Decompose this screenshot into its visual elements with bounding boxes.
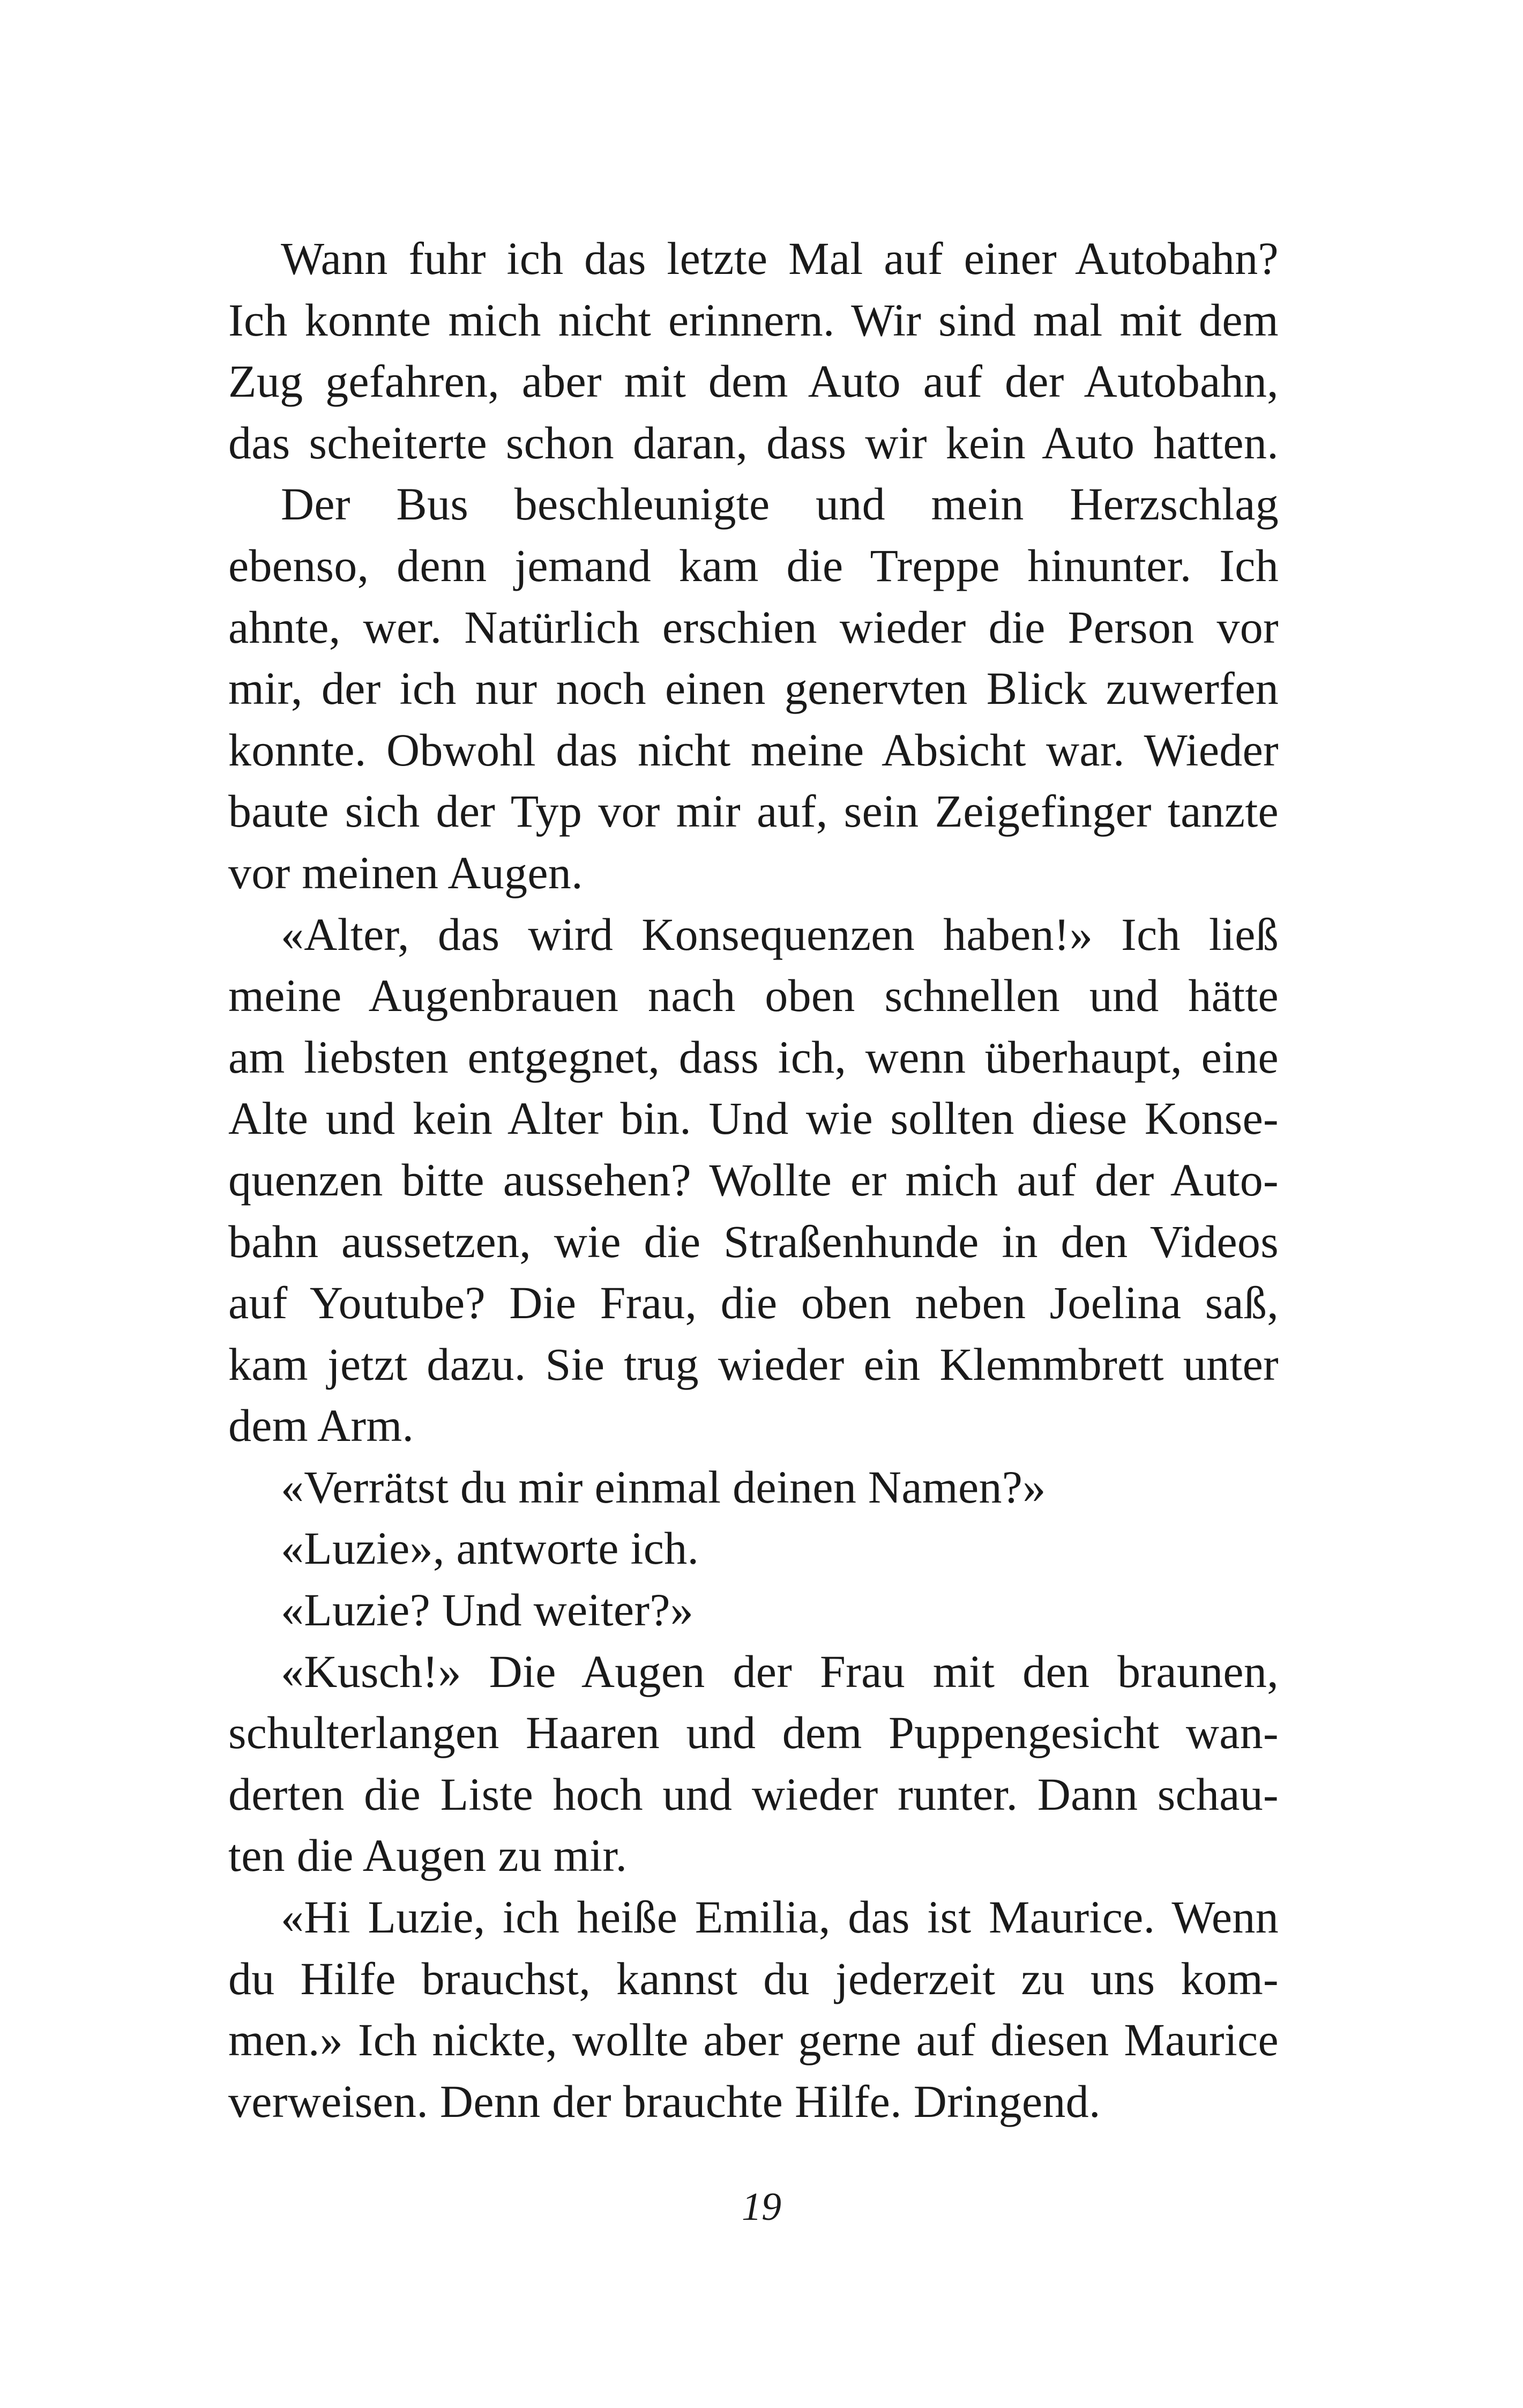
text-line: Alte und kein Alter bin. Und wie sollten diese Konse- (228, 1092, 1279, 1144)
text-line: «Luzie? Und weiter?» (281, 1584, 694, 1636)
text-line: mir, der ich nur noch einen genervten Blick zuwerfen (228, 663, 1279, 715)
text-line: dem Arm. (228, 1400, 414, 1452)
text-line: «Verrätst du mir einmal deinen Namen?» (281, 1461, 1046, 1513)
text-line: «Kusch!» Die Augen der Frau mit den braunen, (281, 1645, 1279, 1697)
text-line: men.» Ich nickte, wollte aber gerne auf diesen Maurice (228, 2014, 1279, 2066)
text-line: ten die Augen zu mir. (228, 1830, 628, 1882)
text-line: meine Augenbrauen nach oben schnellen und hätte (228, 970, 1279, 1022)
text-line: bahn aussetzen, wie die Straßenhunde in den Videos (228, 1215, 1279, 1267)
text-line: auf Youtube? Die Frau, die oben neben Joelina saß, (228, 1277, 1279, 1329)
text-line: «Hi Luzie, ich heiße Emilia, das ist Maurice. Wenn (281, 1891, 1279, 1943)
text-line: kam jetzt dazu. Sie trug wieder ein Klemmbrett unter (228, 1338, 1279, 1390)
page-number: 19 (742, 2185, 781, 2229)
text-line: verweisen. Denn der brauchte Hilfe. Dringend. (228, 2075, 1101, 2127)
text-line: du Hilfe brauchst, kannst du jederzeit zu uns kom- (228, 1952, 1279, 2004)
text-line: ahnte, wer. Natürlich erschien wieder die Person vor (228, 601, 1279, 653)
text-line: «Luzie», antworte ich. (281, 1522, 699, 1574)
text-line: das scheiterte schon daran, dass wir kein Auto hatten. (228, 417, 1279, 469)
text-line: ebenso, denn jemand kam die Treppe hinunter. Ich (228, 539, 1279, 591)
text-line: quenzen bitte aussehen? Wollte er mich auf der Auto- (228, 1154, 1279, 1206)
text-line: am liebsten entgegnet, dass ich, wenn überhaupt, eine (228, 1031, 1279, 1083)
text-line: baute sich der Typ vor mir auf, sein Zeigefinger tanzte (228, 785, 1279, 837)
text-line: konnte. Obwohl das nicht meine Absicht war. Wieder (228, 724, 1279, 776)
text-line: Der Bus beschleunigte und mein Herzschlag (281, 478, 1279, 530)
text-line: schulterlangen Haaren und dem Puppengesicht wan- (228, 1707, 1279, 1759)
text-line: Wann fuhr ich das letzte Mal auf einer Autobahn? (281, 233, 1279, 284)
text-line: Ich konnte mich nicht erinnern. Wir sind mal mit dem (228, 294, 1279, 346)
body-text (228, 228, 1279, 2132)
text-line: «Alter, das wird Konsequenzen haben!» Ich ließ (281, 908, 1279, 960)
text-line: derten die Liste hoch und wieder runter. Dann schau- (228, 1768, 1279, 1820)
text-line: vor meinen Augen. (228, 846, 583, 898)
text-line: Zug gefahren, aber mit dem Auto auf der Autobahn, (228, 355, 1279, 407)
